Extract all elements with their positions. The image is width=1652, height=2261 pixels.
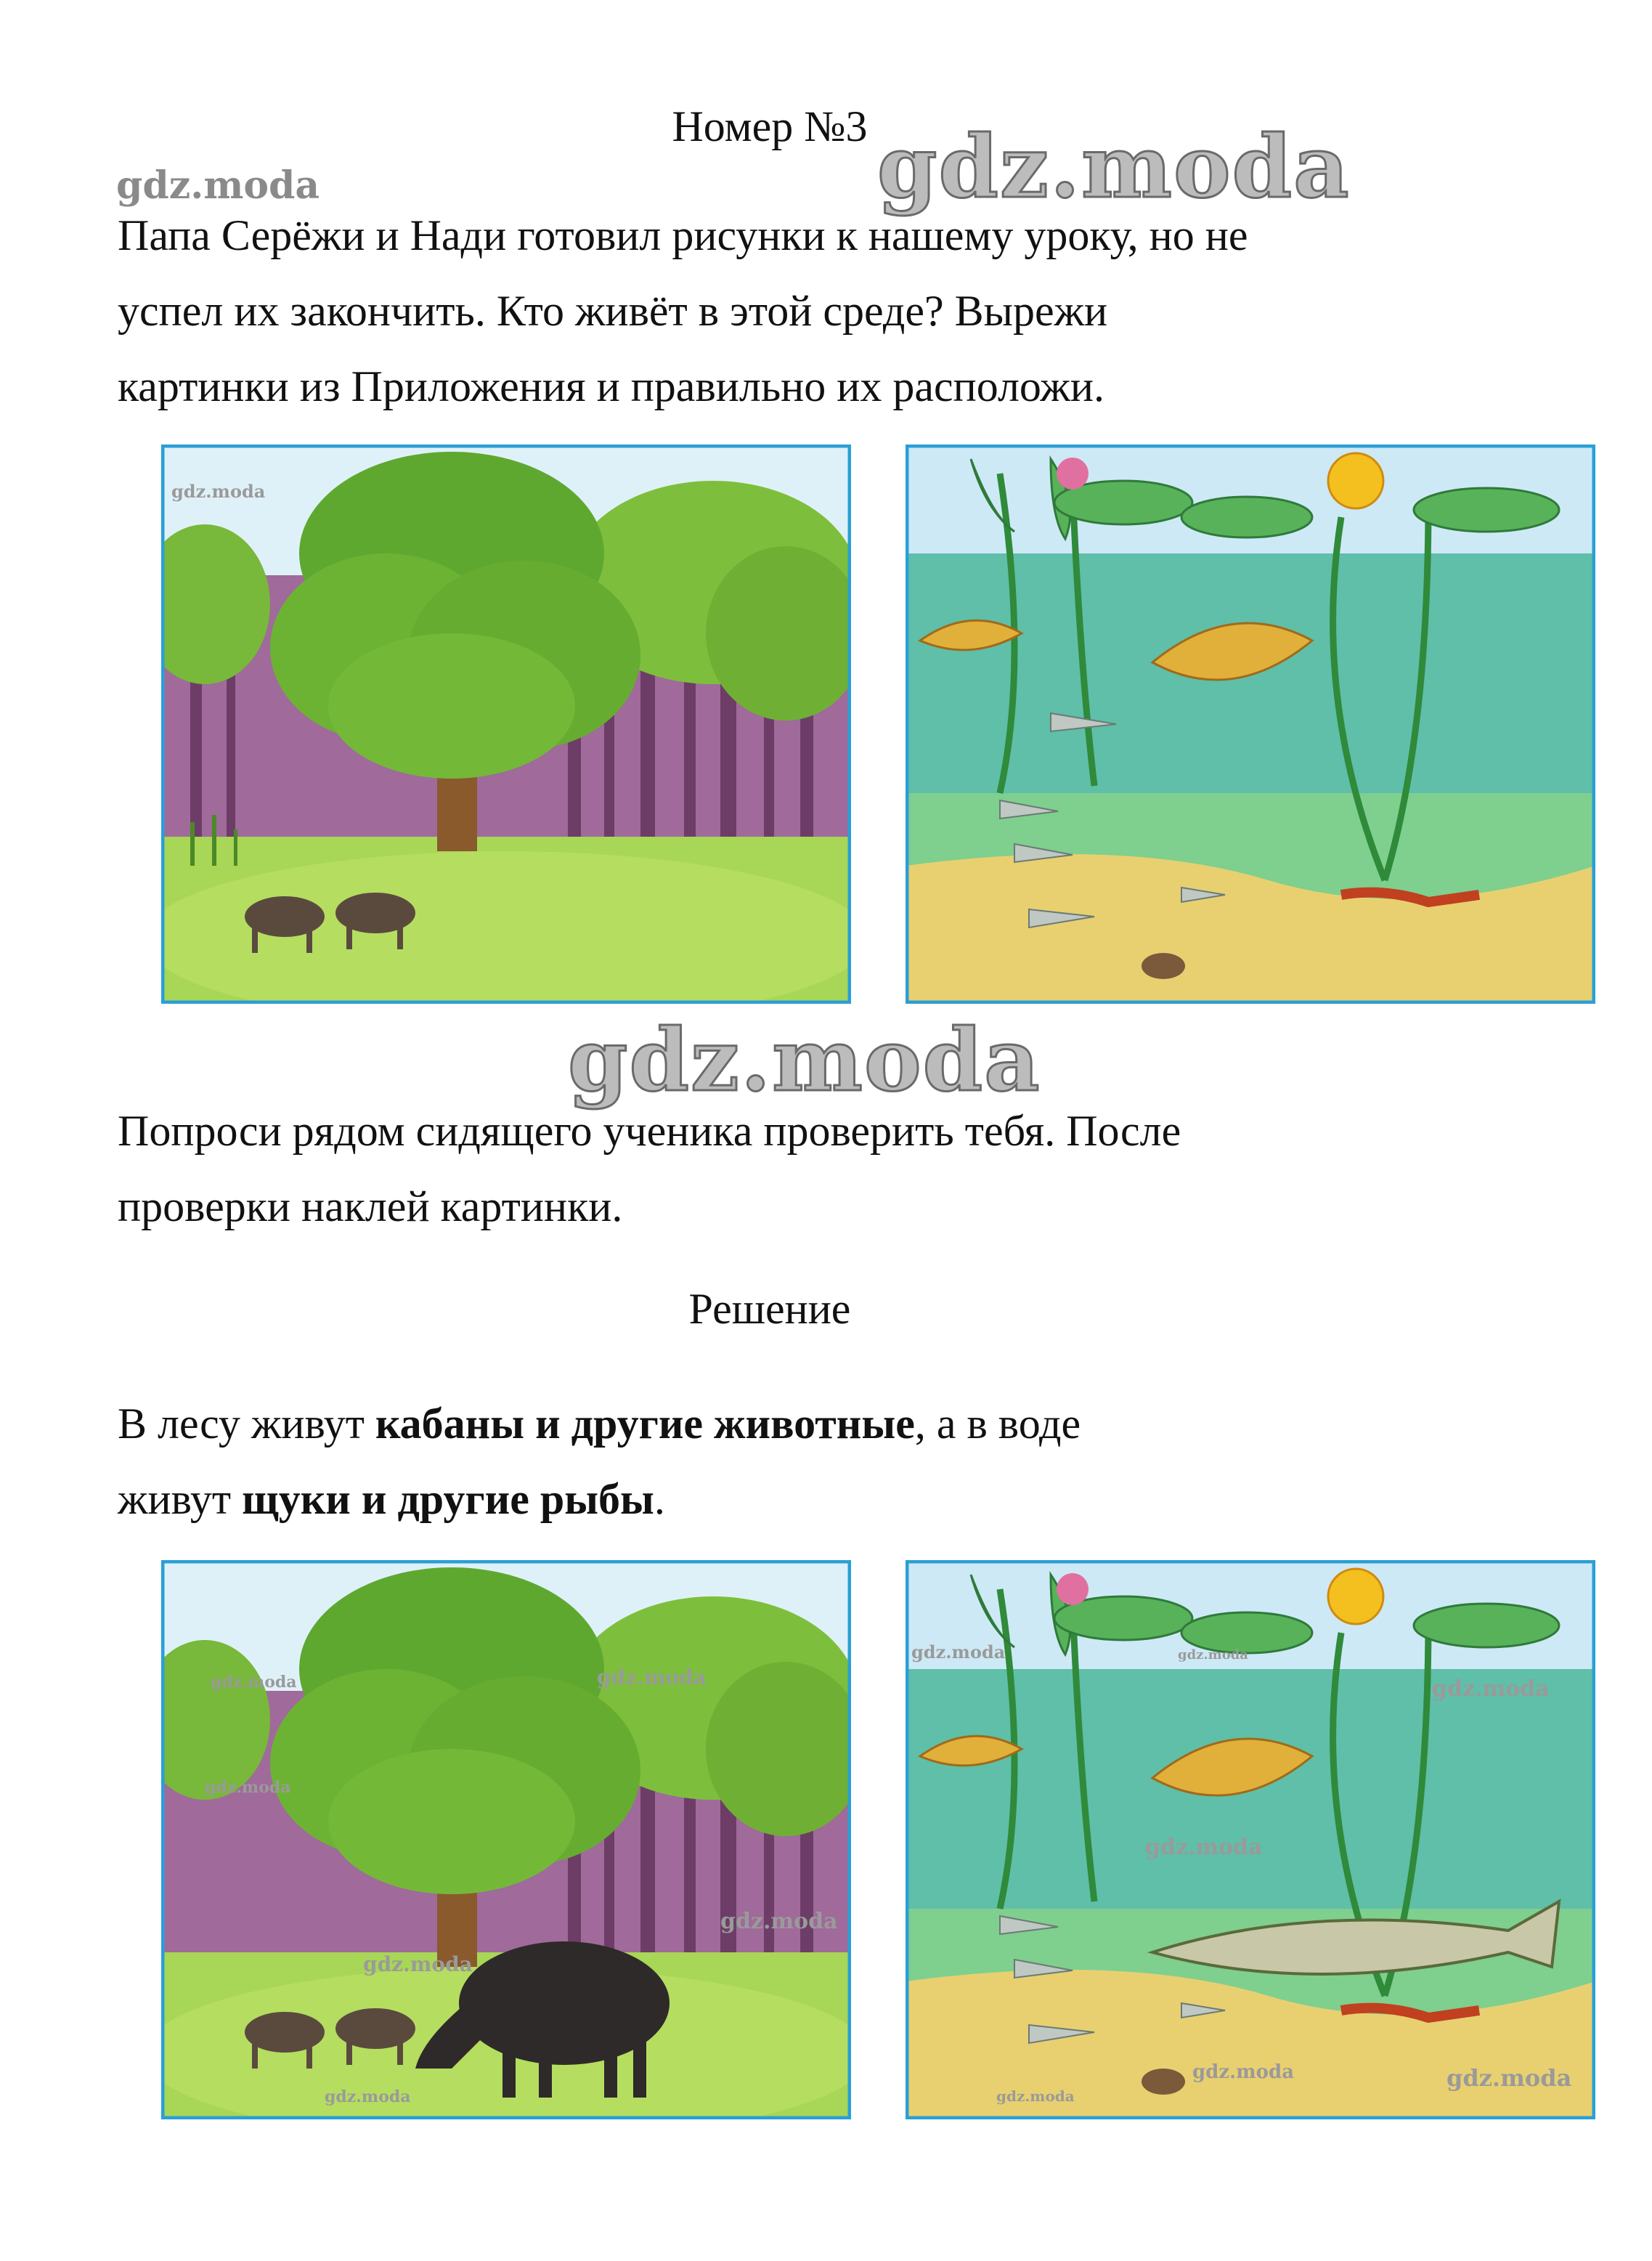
forest-scene-task [161,445,851,1004]
check-line: Попроси рядом сидящего ученика проверить тебя. После [118,1107,1181,1155]
watermark-large: gdz.moda [568,1010,1041,1111]
solution-line: живут щуки и другие рыбы. [118,1475,665,1523]
pond-scene-task [906,445,1595,1004]
task-text [118,198,1248,424]
solution-emphasis: щуки и другие рыбы [242,1475,654,1523]
watermark-tiny: gdz.moda [911,1641,1006,1663]
watermark-tiny: gdz.moda [1192,2061,1295,2083]
watermark-tiny: gdz.moda [363,1952,473,1976]
solution-heading: Решение [688,1285,851,1333]
task-line: успел их закончить. Кто живёт в этой среде? Вырежи [118,287,1108,335]
watermark-tiny: gdz.moda [1178,1647,1248,1663]
watermark-large: gdz.moda [877,116,1351,217]
watermark-tiny: gdz.moda [597,1665,707,1689]
watermark-small: gdz.moda [116,163,320,208]
watermark-tiny: gdz.moda [325,2087,411,2106]
watermark-tiny: gdz.moda [720,1909,838,1934]
forest-scene-solution [161,1560,851,2119]
watermark-tiny: gdz.moda [996,2087,1075,2105]
watermark-tiny: gdz.moda [205,1778,291,1797]
solution-emphasis: кабаны и другие животные [375,1400,915,1448]
watermark-tiny: gdz.moda [1432,1676,1550,1702]
page-title: Номер №3 [672,102,868,150]
watermark-tiny: gdz.moda [171,481,266,502]
task-line: картинки из Приложения и правильно их расположи. [118,362,1104,410]
watermark-tiny: gdz.moda [211,1673,297,1692]
watermark-tiny: gdz.moda [1145,1835,1263,1860]
solution-text [118,1386,1081,1537]
watermark-tiny: gdz.moda [1446,2064,1572,2092]
pond-scene-solution [906,1560,1595,2119]
solution-line: В лесу живут кабаны и другие животные, а в воде [118,1400,1081,1448]
task-line: Папа Серёжи и Нади готовил рисунки к нашему уроку, но не [118,211,1248,259]
check-line: проверки наклей картинки. [118,1182,623,1230]
check-text [118,1093,1181,1244]
